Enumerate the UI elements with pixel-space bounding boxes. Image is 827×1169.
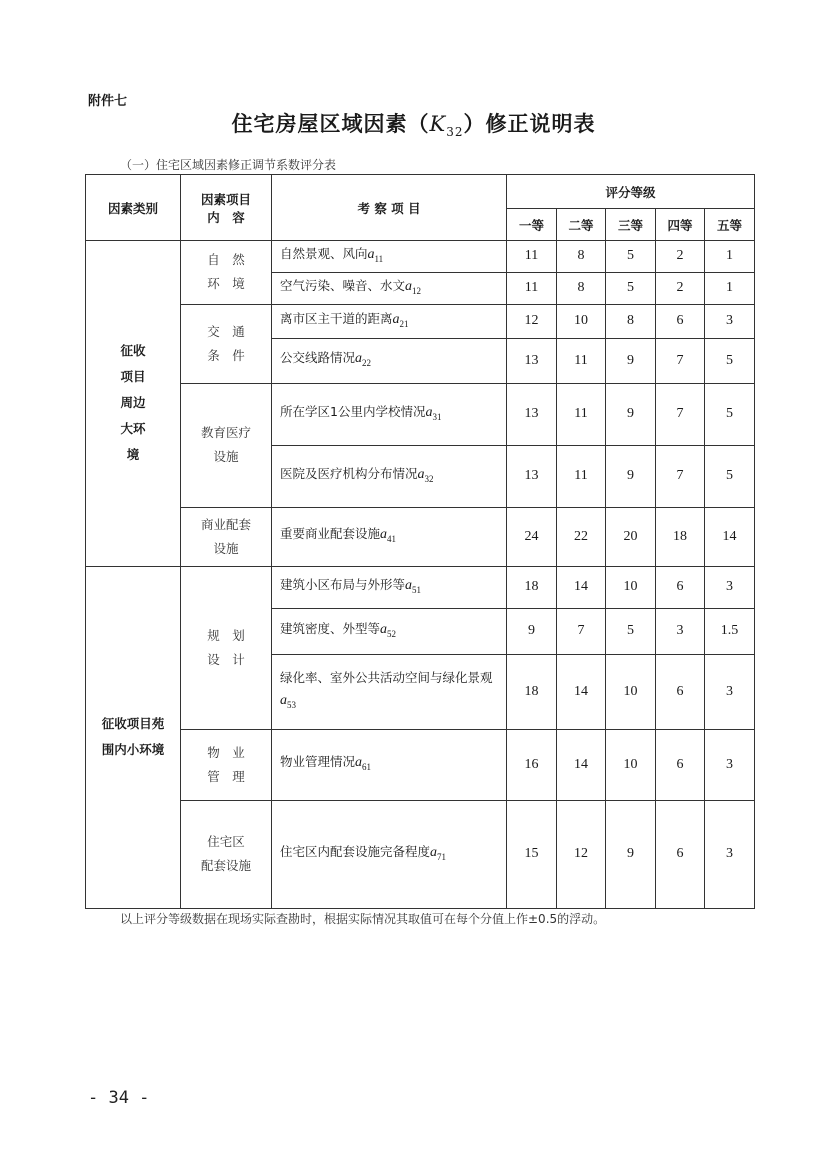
header-grade-4: 四等 (656, 209, 705, 241)
score-cell: 14 (705, 507, 755, 566)
score-cell: 3 (705, 566, 755, 608)
score-cell: 22 (557, 507, 606, 566)
score-cell: 10 (557, 304, 606, 338)
header-grade-2: 二等 (557, 209, 606, 241)
score-cell: 24 (507, 507, 557, 566)
table-row (86, 800, 755, 908)
score-cell: 7 (656, 445, 705, 507)
score-cell: 10 (606, 654, 656, 729)
factor-item-cell: 交 通 条 件 (181, 304, 272, 383)
table-row (86, 566, 755, 608)
table-subtitle: （一）住宅区域因素修正调节系数评分表 (120, 158, 337, 172)
score-cell: 14 (557, 654, 606, 729)
header-grade-5: 五等 (705, 209, 755, 241)
score-cell: 7 (557, 608, 606, 654)
inspection-item-cell: 离市区主干道的距离$a_{21}$ (272, 304, 507, 338)
score-cell: 9 (507, 608, 557, 654)
score-cell: 11 (557, 445, 606, 507)
score-cell: 9 (606, 338, 656, 383)
score-cell: 12 (557, 800, 606, 908)
score-cell: 16 (507, 729, 557, 800)
score-cell: 5 (705, 445, 755, 507)
header-grade-group: 评分等级 (507, 175, 755, 209)
score-cell: 11 (507, 272, 557, 304)
score-cell: 5 (606, 241, 656, 273)
inspection-item-cell: 空气污染、噪音、水文$a_{12}$ (272, 272, 507, 304)
score-cell: 14 (557, 566, 606, 608)
score-cell: 2 (656, 272, 705, 304)
inspection-item-cell: 建筑小区布局与外形等$a_{51}$ (272, 566, 507, 608)
score-cell: 1 (705, 241, 755, 273)
score-cell: 6 (656, 654, 705, 729)
score-cell: 14 (557, 729, 606, 800)
inspection-item-cell: 所在学区1公里内学校情况$a_{31}$ (272, 383, 507, 445)
score-cell: 3 (705, 800, 755, 908)
page-number: - 34 - (88, 1088, 150, 1108)
score-cell: 13 (507, 338, 557, 383)
score-cell: 11 (557, 338, 606, 383)
header-factor-category: 因素类别 (86, 175, 181, 241)
inspection-item-cell: 建筑密度、外型等$a_{52}$ (272, 608, 507, 654)
table-row (86, 507, 755, 566)
table-row (86, 729, 755, 800)
score-cell: 8 (606, 304, 656, 338)
table-row (86, 304, 755, 338)
title-prefix: 住宅房屋区域因素（ (231, 112, 430, 136)
score-cell: 3 (705, 654, 755, 729)
score-cell: 5 (606, 272, 656, 304)
score-cell: 1.5 (705, 608, 755, 654)
table-row (86, 383, 755, 445)
factor-item-cell: 住宅区 配套设施 (181, 800, 272, 908)
score-cell: 6 (656, 566, 705, 608)
inspection-item-cell: 重要商业配套设施$a_{41}$ (272, 507, 507, 566)
header-grade-3: 三等 (606, 209, 656, 241)
score-cell: 3 (705, 304, 755, 338)
factor-item-cell: 教育医疗 设施 (181, 383, 272, 507)
attachment-label: 附件七 (88, 94, 128, 109)
table-row (86, 241, 755, 273)
score-cell: 9 (606, 445, 656, 507)
score-cell: 5 (705, 338, 755, 383)
inspection-item-cell: 医院及医疗机构分布情况$a_{32}$ (272, 445, 507, 507)
score-cell: 8 (557, 272, 606, 304)
factor-item-cell: 自 然 环 境 (181, 241, 272, 305)
factor-category-cell: 征收项目苑 围内小环境 (86, 566, 181, 908)
score-cell: 5 (606, 608, 656, 654)
score-cell: 10 (606, 729, 656, 800)
factor-category-cell: 征收 项目 周边 大环 境 (86, 241, 181, 567)
score-cell: 7 (656, 338, 705, 383)
inspection-item-cell: 物业管理情况$a_{61}$ (272, 729, 507, 800)
score-cell: 3 (705, 729, 755, 800)
title-suffix: ）修正说明表 (463, 112, 596, 136)
header-row-1 (86, 175, 755, 209)
inspection-item-cell: 绿化率、室外公共活动空间与绿化景观$a_{53}$ (272, 654, 507, 729)
score-cell: 3 (656, 608, 705, 654)
inspection-item-cell: 公交线路情况$a_{22}$ (272, 338, 507, 383)
score-cell: 12 (507, 304, 557, 338)
factor-item-cell: 商业配套 设施 (181, 507, 272, 566)
score-cell: 18 (656, 507, 705, 566)
score-cell: 11 (507, 241, 557, 273)
score-cell: 5 (705, 383, 755, 445)
score-cell: 9 (606, 800, 656, 908)
score-cell: 20 (606, 507, 656, 566)
page-title (0, 108, 827, 139)
header-factor-item: 因素项目 内 容 (181, 175, 272, 241)
scoring-table (85, 174, 755, 909)
score-cell: 18 (507, 566, 557, 608)
score-cell: 13 (507, 445, 557, 507)
score-cell: 15 (507, 800, 557, 908)
score-cell: 2 (656, 241, 705, 273)
factor-item-cell: 物 业 管 理 (181, 729, 272, 800)
header-inspection-item: 考 察 项 目 (272, 175, 507, 241)
inspection-item-cell: 自然景观、风向$a_{11}$ (272, 241, 507, 273)
score-cell: 8 (557, 241, 606, 273)
inspection-item-cell: 住宅区内配套设施完备程度$a_{71}$ (272, 800, 507, 908)
score-cell: 1 (705, 272, 755, 304)
score-cell: 9 (606, 383, 656, 445)
factor-item-cell: 规 划 设 计 (181, 566, 272, 729)
score-cell: 7 (656, 383, 705, 445)
header-grade-1: 一等 (507, 209, 557, 241)
footnote: 以上评分等级数据在现场实际查勘时，根据实际情况其取值可在每个分值上作±0.5的浮动。 (120, 912, 606, 926)
title-k-symbol: $K_{32}$ (429, 112, 464, 140)
score-cell: 13 (507, 383, 557, 445)
score-cell: 6 (656, 304, 705, 338)
score-cell: 10 (606, 566, 656, 608)
score-cell: 18 (507, 654, 557, 729)
score-cell: 11 (557, 383, 606, 445)
score-cell: 6 (656, 800, 705, 908)
score-cell: 6 (656, 729, 705, 800)
